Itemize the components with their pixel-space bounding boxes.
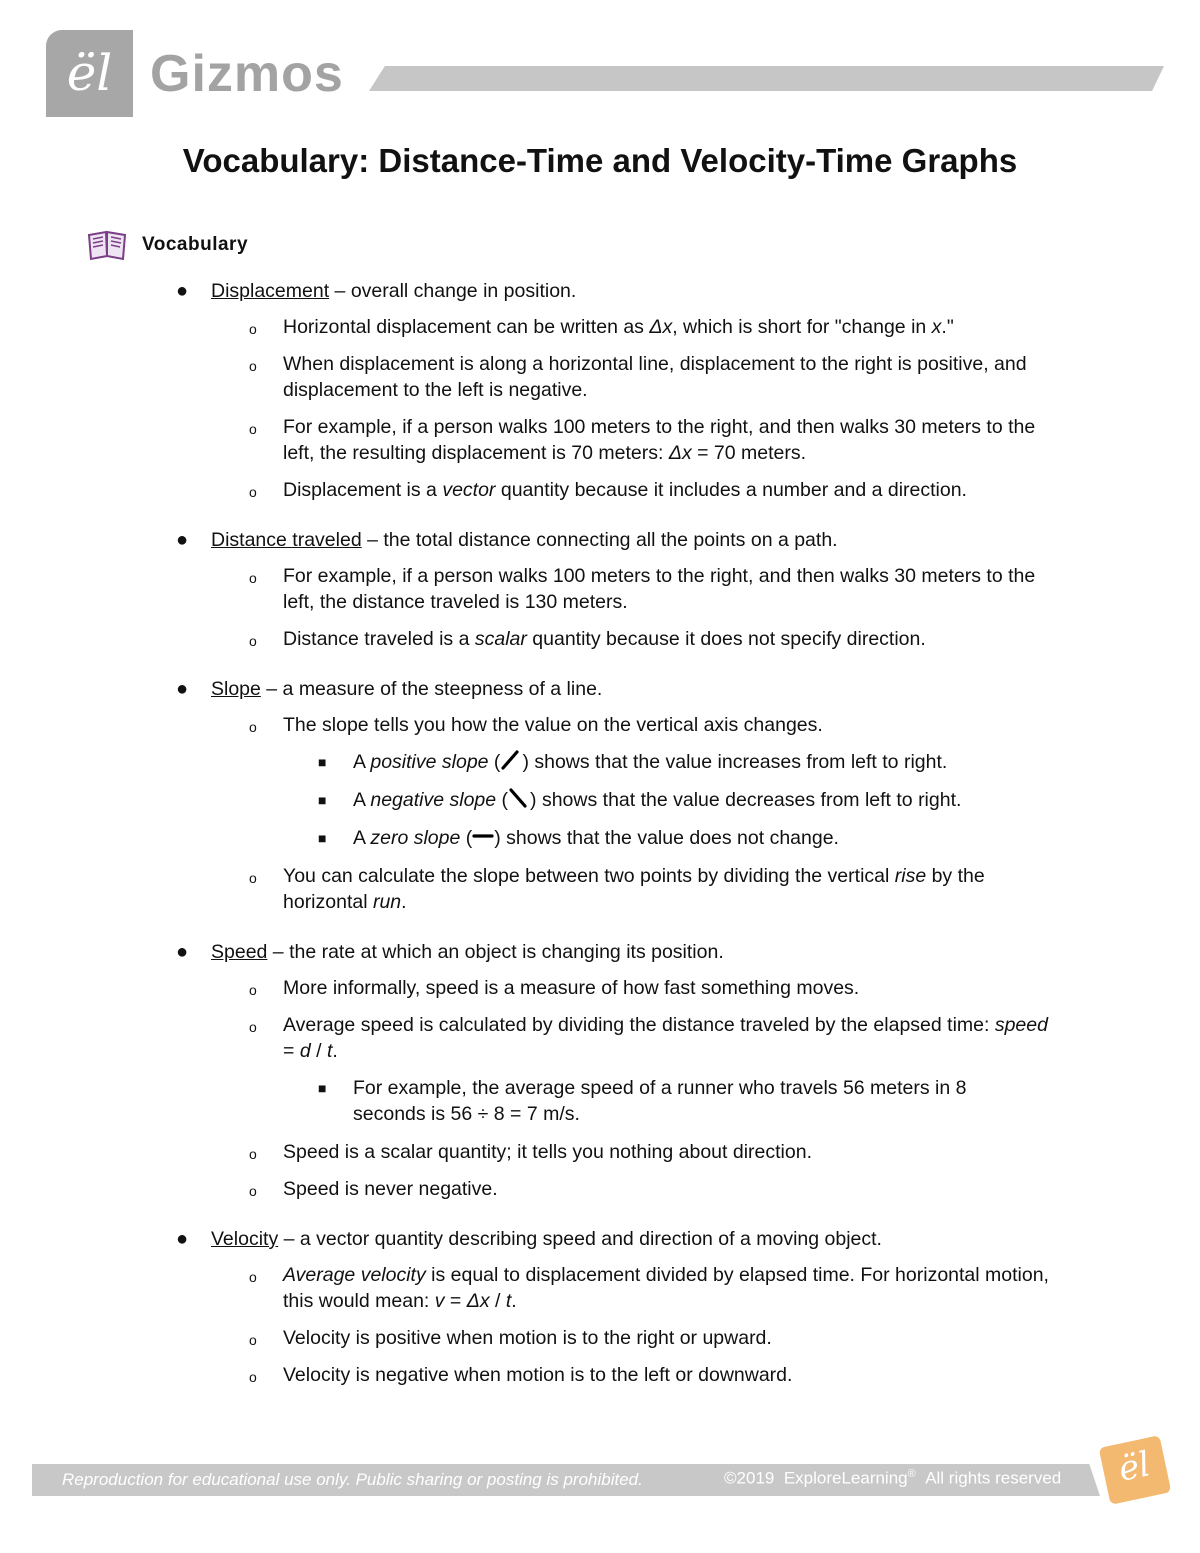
term-name: Speed <box>211 941 268 963</box>
registered-mark: ® <box>907 1468 916 1480</box>
list-marker: o <box>249 633 257 649</box>
list-marker: o <box>249 1269 257 1285</box>
vocab-term <box>0 676 1200 702</box>
vocabulary-section-header <box>86 228 248 262</box>
positive-slope-icon <box>500 749 522 771</box>
term-definition: – a vector quantity describing speed and direction of a moving object. <box>278 1228 882 1250</box>
bullet-marker: ● <box>176 1228 189 1250</box>
list-marker: ■ <box>318 1080 327 1096</box>
vocab-term <box>0 1226 1200 1252</box>
sub-sub-item: ■ For example, the average speed of a runner who travels 56 meters in 8 seconds is 56 ÷ 8 = 7 m/s. <box>318 1077 967 1125</box>
rights-text: All rights reserved <box>925 1468 1062 1488</box>
list-marker: o <box>249 870 257 886</box>
list-marker: o <box>249 421 257 437</box>
copyright-symbol: © <box>724 1468 737 1488</box>
header-bar <box>369 66 1164 91</box>
sub-sub-item: ■ A positive slope ( ) shows that the value increases from left to right. <box>318 751 948 773</box>
term-definition: – the total distance connecting all the points on a path. <box>361 529 838 551</box>
list-marker: o <box>249 1019 257 1035</box>
page-title: Vocabulary: Distance-Time and Velocity-Time Graphs <box>182 142 1018 179</box>
term-definition: – the rate at which an object is changing its position. <box>267 941 724 963</box>
list-marker: o <box>249 1183 257 1199</box>
list-marker: ■ <box>318 754 327 770</box>
sub-item: o Distance traveled is a scalar quantity because it does not specify direction. <box>0 626 1200 652</box>
zero-slope-icon <box>472 825 494 847</box>
sub-item: o Horizontal displacement can be written as Δx, which is short for "change in x." <box>0 314 1200 340</box>
sub-item: o For example, if a person walks 100 meters to the right, and then walks 30 meters to the left, the resulting displacement is 70 meters: Δx = 70 meters. <box>249 416 1036 464</box>
list-marker: o <box>249 1369 257 1385</box>
company-name: ExploreLearning <box>783 1468 908 1488</box>
term-name: Displacement <box>211 280 330 302</box>
list-marker: ■ <box>318 830 327 846</box>
sub-sub-item: ■ A zero slope ( ) shows that the value does not change. <box>318 827 839 849</box>
sub-item: o Velocity is positive when motion is to the right or upward. <box>0 1325 1200 1351</box>
footer-notice: Reproduction for educational use only. Public sharing or posting is prohibited. <box>62 1470 643 1489</box>
book-icon <box>86 229 128 261</box>
sub-sub-item: ■ A negative slope ( ) shows that the value decreases from left to right. <box>318 789 962 811</box>
sub-item: o When displacement is along a horizontal line, displacement to the right is positive, and displacement to the left is negative. <box>249 353 1027 401</box>
term-definition: – overall change in position. <box>329 280 577 302</box>
term-name: Velocity <box>211 1228 279 1250</box>
negative-slope-icon <box>508 787 530 809</box>
brand-name: Gizmos <box>150 45 344 103</box>
footer-copyright <box>724 1468 1061 1489</box>
sub-item: o Average speed is calculated by dividing the distance traveled by the elapsed time: speed = d / t. <box>249 1014 1048 1062</box>
explorelearning-logo-icon <box>46 30 133 117</box>
term-name: Distance traveled <box>211 529 362 551</box>
sub-item: o Speed is a scalar quantity; it tells you nothing about direction. <box>0 1139 1200 1165</box>
term-definition: – a measure of the steepness of a line. <box>260 678 603 700</box>
vocab-term <box>0 939 1200 965</box>
list-marker: o <box>249 484 257 500</box>
sub-item: o Displacement is a vector quantity because it includes a number and a direction. <box>0 477 1200 503</box>
list-marker: ■ <box>318 792 327 808</box>
list-marker: o <box>249 1332 257 1348</box>
list-marker: o <box>249 982 257 998</box>
sub-item: o Average velocity is equal to displacement divided by elapsed time. For horizontal motion, this would mean: v = Δx / t. <box>249 1264 1049 1312</box>
copyright-year: 2019 <box>736 1468 775 1488</box>
sub-item: o Velocity is negative when motion is to the left or downward. <box>0 1362 1200 1388</box>
logo-glyph: ël <box>66 44 113 102</box>
explorelearning-footer-logo-icon <box>1099 1435 1172 1505</box>
vocabulary-list <box>0 278 1200 1399</box>
sub-item: o More informally, speed is a measure of how fast something moves. <box>0 975 1200 1001</box>
footer-logo-glyph: ël <box>1115 1444 1154 1490</box>
list-marker: o <box>249 1146 257 1162</box>
bullet-marker: ● <box>176 280 189 302</box>
bullet-marker: ● <box>176 529 189 551</box>
sub-item: o For example, if a person walks 100 meters to the right, and then walks 30 meters to the left, the distance traveled is 130 meters. <box>249 565 1036 613</box>
bullet-marker: ● <box>176 678 189 700</box>
term-name: Slope <box>211 678 261 700</box>
list-marker: o <box>249 570 257 586</box>
list-marker: o <box>249 358 257 374</box>
section-label: Vocabulary <box>142 234 249 255</box>
list-marker: o <box>249 719 257 735</box>
vocab-term <box>0 527 1200 553</box>
vocab-term <box>0 278 1200 304</box>
sub-item: o You can calculate the slope between two points by dividing the vertical rise by the horizontal run. <box>249 865 985 913</box>
bullet-marker: ● <box>176 941 189 963</box>
sub-item: o The slope tells you how the value on the vertical axis changes. <box>0 712 1200 738</box>
list-marker: o <box>249 321 257 337</box>
sub-item: o Speed is never negative. <box>0 1176 1200 1202</box>
